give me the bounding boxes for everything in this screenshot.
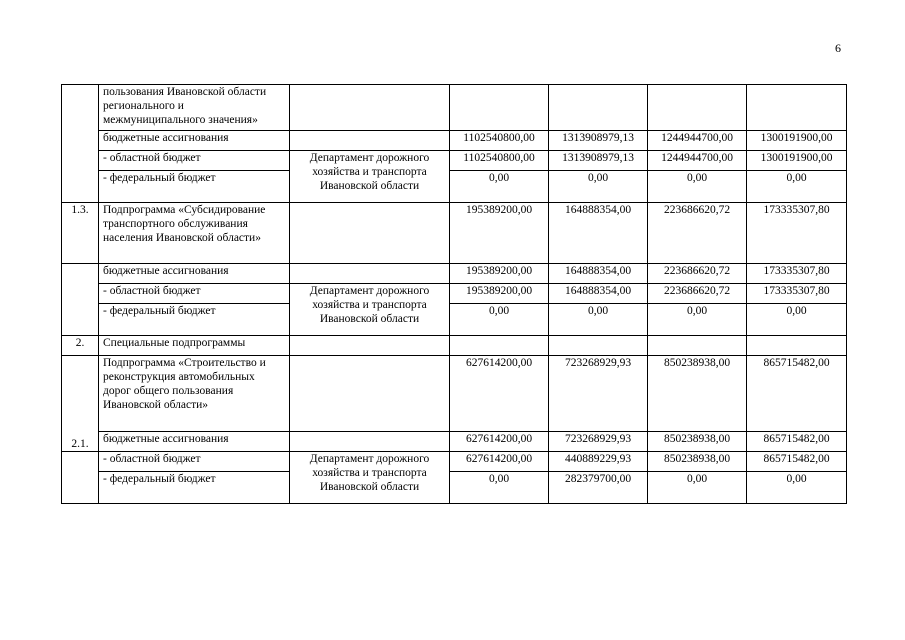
value-cell (648, 85, 747, 131)
row-label: - областной бюджет (99, 452, 290, 472)
department-cell: Департамент дорожного хозяйства и транспорта Ивановской области (290, 284, 450, 336)
row-label: бюджетные ассигнования (99, 264, 290, 284)
value-cell: 850238938,00 (648, 452, 747, 472)
value-cell: 850238938,00 (648, 432, 747, 452)
value-cell: 0,00 (450, 304, 549, 336)
department-cell (290, 264, 450, 284)
table-row (62, 203, 847, 264)
value-cell: 173335307,80 (747, 203, 847, 264)
value-cell: 164888354,00 (549, 203, 648, 264)
department-cell: Департамент дорожного хозяйства и транспорта Ивановской области (290, 151, 450, 203)
value-cell: 164888354,00 (549, 264, 648, 284)
row-number: 1.3. (62, 203, 99, 264)
value-cell: 1300191900,00 (747, 131, 847, 151)
value-cell: 0,00 (450, 171, 549, 203)
value-cell: 1313908979,13 (549, 151, 648, 171)
value-cell: 1102540800,00 (450, 131, 549, 151)
program-name: Подпрограмма «Строительство и реконструкция автомобильных дорог общего пользования Ивановской области» (99, 356, 290, 432)
row-label: - федеральный бюджет (99, 472, 290, 504)
table-row (62, 85, 847, 131)
value-cell: 0,00 (747, 171, 847, 203)
table-row (62, 171, 847, 203)
table-row (62, 151, 847, 171)
table-row (62, 304, 847, 336)
value-cell: 865715482,00 (747, 356, 847, 432)
value-cell: 195389200,00 (450, 264, 549, 284)
department-cell: Департамент дорожного хозяйства и транспорта Ивановской области (290, 452, 450, 504)
row-label: бюджетные ассигнования (99, 131, 290, 151)
value-cell (747, 336, 847, 356)
section-title: Специальные подпрограммы (99, 336, 290, 356)
table-row (62, 336, 847, 356)
value-cell: 173335307,80 (747, 264, 847, 284)
table-row (62, 472, 847, 504)
program-name: пользования Ивановской области регионального и межмуниципального значения» (99, 85, 290, 131)
department-cell (290, 85, 450, 131)
value-cell: 627614200,00 (450, 432, 549, 452)
value-cell: 865715482,00 (747, 452, 847, 472)
row-number-cell (62, 264, 99, 336)
value-cell: 0,00 (648, 472, 747, 504)
value-cell: 0,00 (549, 171, 648, 203)
row-label: - федеральный бюджет (99, 171, 290, 203)
value-cell: 1313908979,13 (549, 131, 648, 151)
department-cell (290, 356, 450, 432)
value-cell: 0,00 (450, 472, 549, 504)
value-cell: 195389200,00 (450, 203, 549, 264)
table-row (62, 452, 847, 472)
budget-table (61, 84, 847, 504)
program-name: Подпрограмма «Субсидирование транспортного обслуживания населения Ивановской области» (99, 203, 290, 264)
department-cell (290, 131, 450, 151)
value-cell: 0,00 (747, 304, 847, 336)
value-cell: 223686620,72 (648, 203, 747, 264)
row-number: 2.1. (62, 356, 99, 452)
department-cell (290, 336, 450, 356)
value-cell: 440889229,93 (549, 452, 648, 472)
row-label: - областной бюджет (99, 284, 290, 304)
table-row (62, 356, 847, 432)
value-cell: 282379700,00 (549, 472, 648, 504)
value-cell: 1244944700,00 (648, 131, 747, 151)
value-cell: 723268929,93 (549, 356, 648, 432)
value-cell: 850238938,00 (648, 356, 747, 432)
value-cell: 1102540800,00 (450, 151, 549, 171)
value-cell: 195389200,00 (450, 284, 549, 304)
value-cell: 164888354,00 (549, 284, 648, 304)
value-cell: 173335307,80 (747, 284, 847, 304)
value-cell (450, 85, 549, 131)
value-cell: 0,00 (648, 171, 747, 203)
value-cell: 0,00 (747, 472, 847, 504)
value-cell (549, 336, 648, 356)
value-cell: 865715482,00 (747, 432, 847, 452)
value-cell: 627614200,00 (450, 452, 549, 472)
value-cell: 1244944700,00 (648, 151, 747, 171)
row-number-cell (62, 85, 99, 203)
department-cell (290, 432, 450, 452)
value-cell (549, 85, 648, 131)
row-number-cell (62, 452, 99, 504)
value-cell: 1300191900,00 (747, 151, 847, 171)
row-label: - федеральный бюджет (99, 304, 290, 336)
row-label: бюджетные ассигнования (99, 432, 290, 452)
table-row (62, 264, 847, 284)
value-cell: 723268929,93 (549, 432, 648, 452)
value-cell: 627614200,00 (450, 356, 549, 432)
value-cell: 223686620,72 (648, 264, 747, 284)
row-label: - областной бюджет (99, 151, 290, 171)
value-cell (648, 336, 747, 356)
value-cell (450, 336, 549, 356)
table-row (62, 284, 847, 304)
department-cell (290, 203, 450, 264)
value-cell: 223686620,72 (648, 284, 747, 304)
value-cell: 0,00 (648, 304, 747, 336)
table-row (62, 131, 847, 151)
page-number: 6 (835, 41, 841, 55)
row-number: 2. (62, 336, 99, 356)
table-row (62, 432, 847, 452)
value-cell: 0,00 (549, 304, 648, 336)
value-cell (747, 85, 847, 131)
